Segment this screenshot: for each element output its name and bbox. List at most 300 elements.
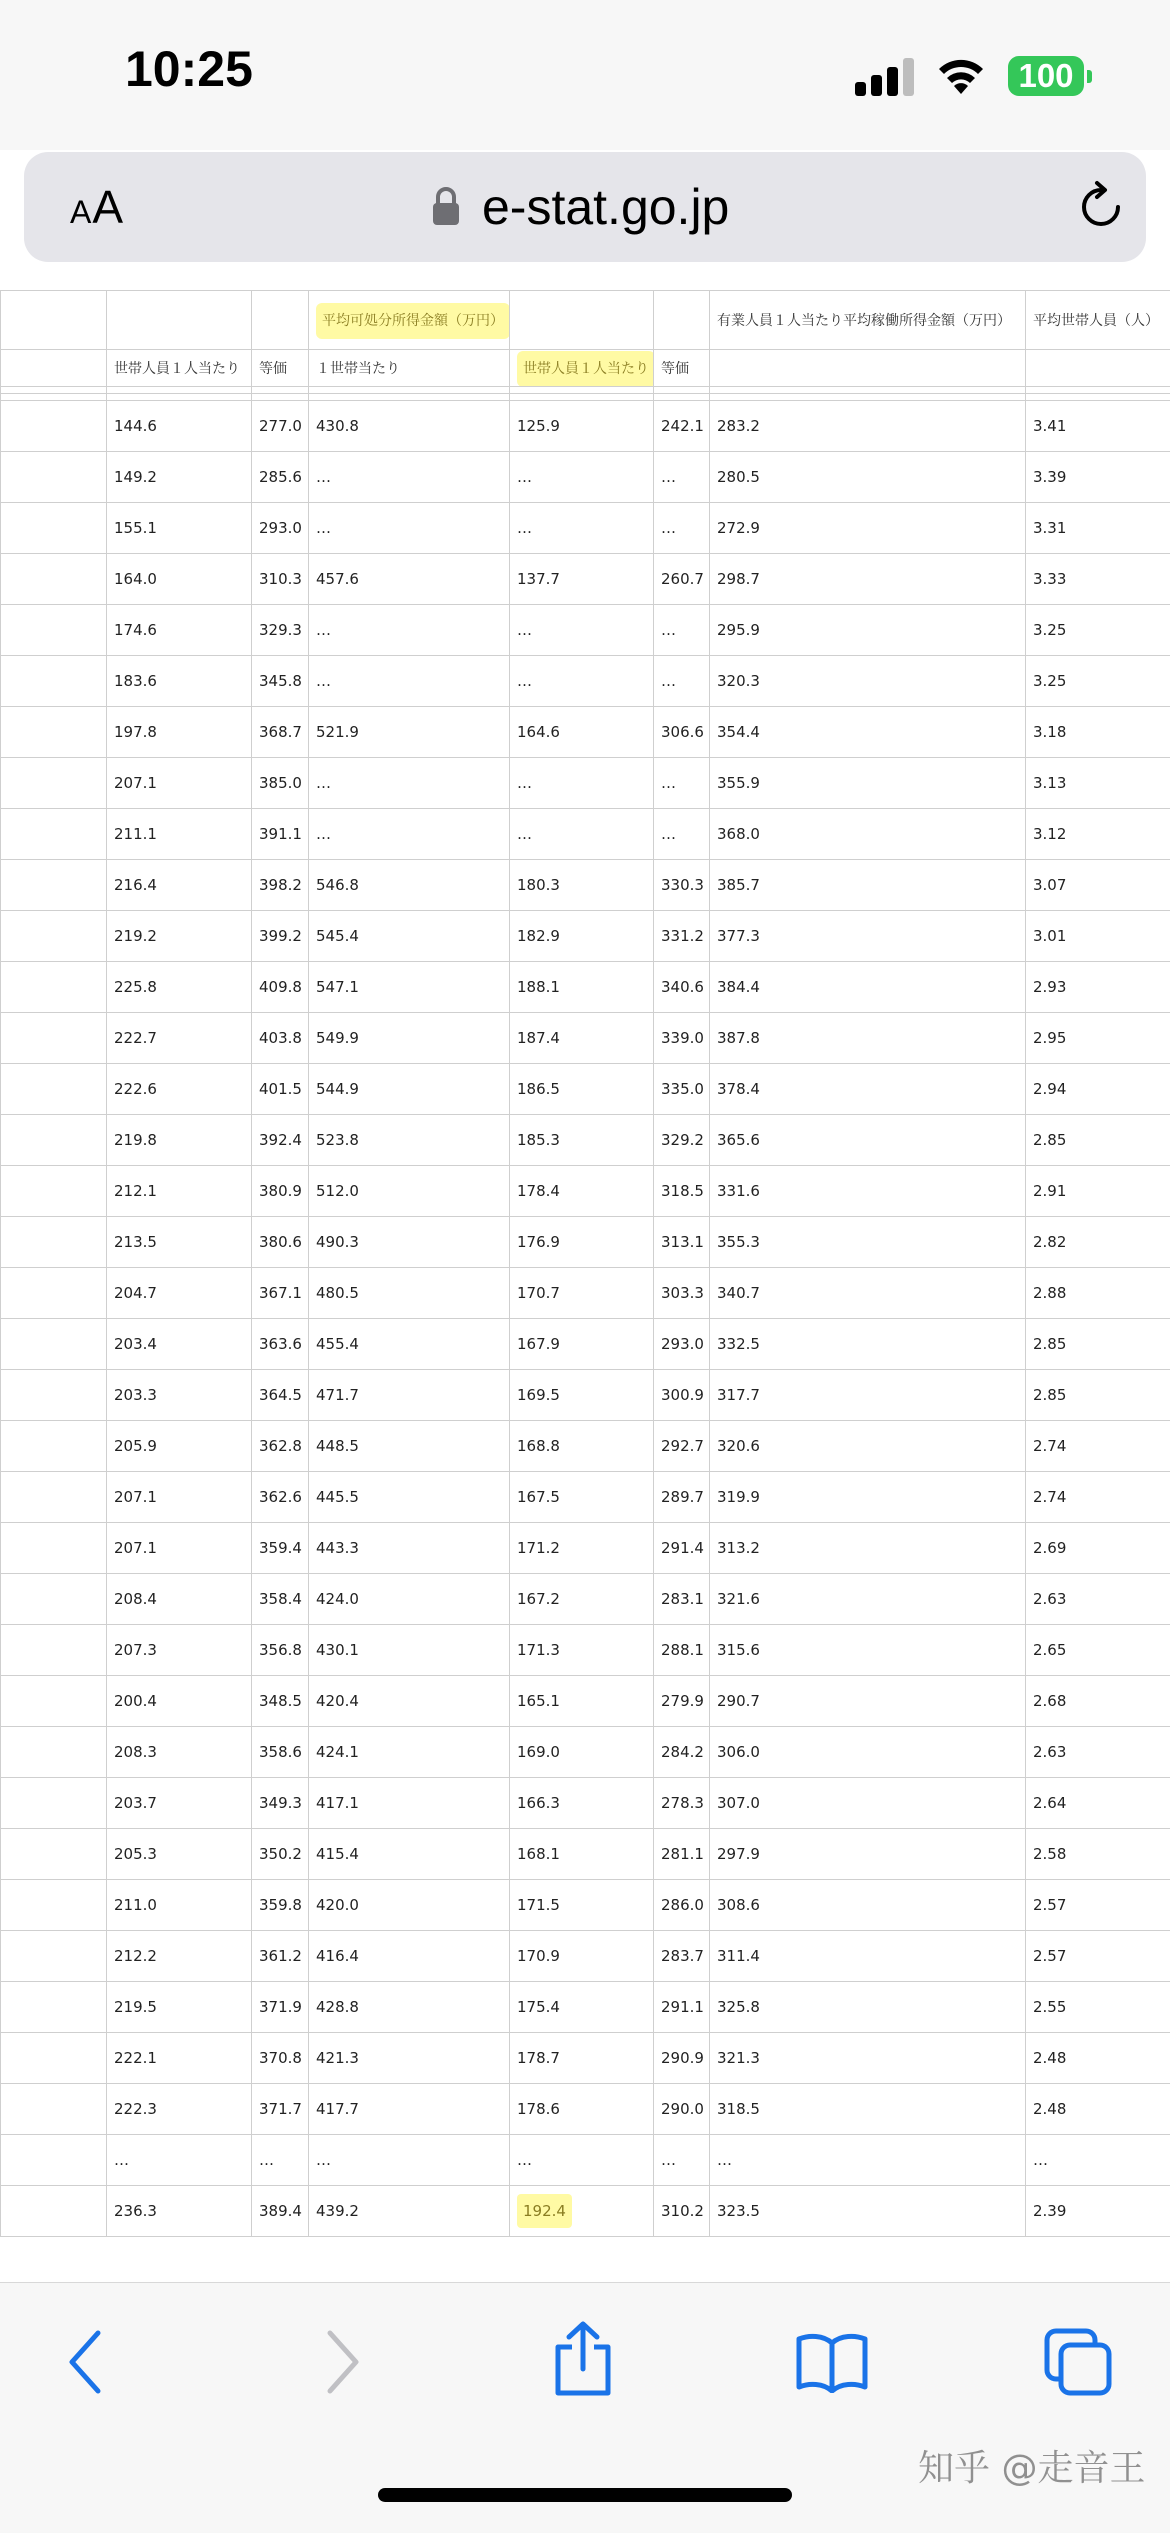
cell-value: 3.18 xyxy=(1033,723,1066,741)
table-row xyxy=(1,2033,1170,2084)
cell-value: 368.7 xyxy=(259,723,302,741)
cell-value: 205.3 xyxy=(114,1845,157,1863)
header-cell xyxy=(510,291,654,350)
table-row xyxy=(1,1829,1170,1880)
header-cell xyxy=(710,291,1026,350)
cell-value: 3.07 xyxy=(1033,876,1066,894)
cell-value: 430.8 xyxy=(316,417,359,435)
cell-value: 164.0 xyxy=(114,570,157,588)
table-cell xyxy=(1026,860,1170,911)
cell-value: 544.9 xyxy=(316,1080,359,1098)
cell-value: … xyxy=(661,774,676,792)
cell-value: 2.63 xyxy=(1033,1590,1066,1608)
cell-value: 2.48 xyxy=(1033,2049,1066,2067)
table-cell xyxy=(252,1676,309,1727)
table-row xyxy=(1,452,1170,503)
table-cell xyxy=(309,1268,510,1319)
cell-value: 155.1 xyxy=(114,519,157,537)
cell-value: 445.5 xyxy=(316,1488,359,1506)
cell-value: 144.6 xyxy=(114,417,157,435)
table-cell xyxy=(252,2033,309,2084)
table-cell xyxy=(309,707,510,758)
table-cell xyxy=(1,962,107,1013)
cell-value: 213.5 xyxy=(114,1233,157,1251)
cell-value: 315.6 xyxy=(717,1641,760,1659)
table-cell xyxy=(107,1064,252,1115)
cell-value: 3.39 xyxy=(1033,468,1066,486)
cell-value: 167.9 xyxy=(517,1335,560,1353)
cell-value: 207.1 xyxy=(114,1488,157,1506)
cell-value: 401.5 xyxy=(259,1080,302,1098)
income-table xyxy=(0,290,1170,2237)
cell-value: 222.6 xyxy=(114,1080,157,1098)
table-cell xyxy=(252,809,309,860)
cell-value: 321.6 xyxy=(717,1590,760,1608)
table-cell xyxy=(1,1829,107,1880)
back-icon[interactable] xyxy=(66,2327,106,2397)
cell-value: 3.25 xyxy=(1033,621,1066,639)
cell-value: 387.8 xyxy=(717,1029,760,1047)
table-cell xyxy=(1,2033,107,2084)
table-cell xyxy=(710,1829,1026,1880)
table-cell xyxy=(1,401,107,452)
table-cell xyxy=(252,758,309,809)
table-cell xyxy=(252,707,309,758)
cell-value: 362.6 xyxy=(259,1488,302,1506)
table-cell xyxy=(252,1064,309,1115)
cell-value: 385.0 xyxy=(259,774,302,792)
table-cell xyxy=(1026,1013,1170,1064)
cell-value: 203.7 xyxy=(114,1794,157,1812)
table-cell xyxy=(510,1523,654,1574)
table-cell xyxy=(309,1115,510,1166)
table-row xyxy=(1,1982,1170,2033)
table-cell xyxy=(654,707,710,758)
table-cell xyxy=(107,1574,252,1625)
table-cell xyxy=(710,1982,1026,2033)
cell-value: 355.9 xyxy=(717,774,760,792)
table-cell xyxy=(1026,401,1170,452)
table-cell xyxy=(710,503,1026,554)
cell-value: 283.7 xyxy=(661,1947,704,1965)
table-cell xyxy=(252,1115,309,1166)
table-cell xyxy=(710,1880,1026,1931)
table-cell xyxy=(710,554,1026,605)
cell-value: 359.4 xyxy=(259,1539,302,1557)
cell-value: … xyxy=(661,519,676,537)
table-cell xyxy=(309,1472,510,1523)
table-cell xyxy=(1,1268,107,1319)
cell-value: 317.7 xyxy=(717,1386,760,1404)
cell-value: 2.69 xyxy=(1033,1539,1066,1557)
table-cell xyxy=(710,2084,1026,2135)
table-cell xyxy=(710,1064,1026,1115)
table-cell xyxy=(510,758,654,809)
cell-value: 290.9 xyxy=(661,2049,704,2067)
table-cell xyxy=(1026,1370,1170,1421)
cell-value: 2.74 xyxy=(1033,1488,1066,1506)
cell-value: 340.7 xyxy=(717,1284,760,1302)
cell-value: 424.0 xyxy=(316,1590,359,1608)
table-cell xyxy=(309,1013,510,1064)
cell-value: 300.9 xyxy=(661,1386,704,1404)
table-cell xyxy=(710,1625,1026,1676)
table-cell xyxy=(309,452,510,503)
table-cell xyxy=(252,1523,309,1574)
table-cell xyxy=(252,1217,309,1268)
cell-value: … xyxy=(517,2151,532,2169)
cell-value: 417.1 xyxy=(316,1794,359,1812)
table-row xyxy=(1,401,1170,452)
table-cell xyxy=(107,401,252,452)
cell-value: 329.2 xyxy=(661,1131,704,1149)
table-cell xyxy=(510,401,654,452)
subheader-cell xyxy=(252,350,309,387)
table-cell xyxy=(654,1217,710,1268)
reader-settings-button[interactable]: AA xyxy=(70,180,124,234)
table-cell xyxy=(1026,2084,1170,2135)
address-bar[interactable] xyxy=(24,152,1146,262)
table-cell xyxy=(654,554,710,605)
cell-value: 225.8 xyxy=(114,978,157,996)
cell-value: 170.7 xyxy=(517,1284,560,1302)
cell-value: 428.8 xyxy=(316,1998,359,2016)
cell-value: 203.3 xyxy=(114,1386,157,1404)
table-cell xyxy=(1026,707,1170,758)
cell-value: 164.6 xyxy=(517,723,560,741)
cell-value: 171.5 xyxy=(517,1896,560,1914)
table-cell xyxy=(252,1421,309,1472)
cell-value: … xyxy=(517,825,532,843)
table-cell xyxy=(1026,1625,1170,1676)
cell-value: 279.9 xyxy=(661,1692,704,1710)
subheader-cell xyxy=(107,350,252,387)
table-cell xyxy=(654,1064,710,1115)
table-cell xyxy=(107,1829,252,1880)
table-cell xyxy=(107,1727,252,1778)
cell-value: 178.6 xyxy=(517,2100,560,2118)
table-cell xyxy=(309,1931,510,1982)
cell-value: 363.6 xyxy=(259,1335,302,1353)
table-cell xyxy=(107,2186,252,2237)
table-cell xyxy=(1,1370,107,1421)
table-row xyxy=(1,1217,1170,1268)
cell-value: 313.1 xyxy=(661,1233,704,1251)
cell-value: 280.5 xyxy=(717,468,760,486)
table-cell xyxy=(710,1268,1026,1319)
cell-value: 545.4 xyxy=(316,927,359,945)
cell-value: 355.3 xyxy=(717,1233,760,1251)
cell-value: 370.8 xyxy=(259,2049,302,2067)
table-cell xyxy=(1026,1727,1170,1778)
table-cell xyxy=(1026,1931,1170,1982)
table-cell xyxy=(1,911,107,962)
table-cell xyxy=(107,1625,252,1676)
cell-value: 192.4 xyxy=(517,2194,572,2228)
header-cell xyxy=(107,291,252,350)
table-row xyxy=(1,2084,1170,2135)
cell-value: 359.8 xyxy=(259,1896,302,1914)
cell-value: 3.33 xyxy=(1033,570,1066,588)
header-cell xyxy=(654,291,710,350)
table-cell xyxy=(654,656,710,707)
table-cell xyxy=(510,707,654,758)
table-cell xyxy=(1,554,107,605)
table-cell xyxy=(710,1421,1026,1472)
cell-value: … xyxy=(316,519,331,537)
battery-indicator: 100 xyxy=(1008,56,1084,96)
cell-value: … xyxy=(316,621,331,639)
cell-value: 170.9 xyxy=(517,1947,560,1965)
cell-value: 186.5 xyxy=(517,1080,560,1098)
subheader-label: 等価 xyxy=(259,361,287,377)
cell-value: 293.0 xyxy=(661,1335,704,1353)
table-cell xyxy=(107,860,252,911)
cell-value: 171.2 xyxy=(517,1539,560,1557)
cell-value: 319.9 xyxy=(717,1488,760,1506)
table-cell xyxy=(107,1880,252,1931)
cell-value: … xyxy=(316,468,331,486)
table-cell xyxy=(252,554,309,605)
table-cell xyxy=(510,911,654,962)
cell-value: 175.4 xyxy=(517,1998,560,2016)
table-cell xyxy=(107,1370,252,1421)
cell-value: 415.4 xyxy=(316,1845,359,1863)
table-cell xyxy=(510,2135,654,2186)
cell-value: 2.65 xyxy=(1033,1641,1066,1659)
table-cell xyxy=(1,1931,107,1982)
table-cell xyxy=(309,758,510,809)
data-table-viewport[interactable] xyxy=(0,290,1170,2290)
table-cell xyxy=(1,1676,107,1727)
cell-value: 308.6 xyxy=(717,1896,760,1914)
table-cell xyxy=(1,452,107,503)
table-cell xyxy=(510,1013,654,1064)
table-cell xyxy=(710,1370,1026,1421)
table-cell xyxy=(252,1319,309,1370)
table-cell xyxy=(654,2084,710,2135)
table-cell xyxy=(654,962,710,1013)
table-cell xyxy=(710,1727,1026,1778)
cell-value: 2.82 xyxy=(1033,1233,1066,1251)
table-cell xyxy=(1,1880,107,1931)
cell-value: 350.2 xyxy=(259,1845,302,1863)
cell-value: 125.9 xyxy=(517,417,560,435)
cell-value: 361.2 xyxy=(259,1947,302,1965)
cell-value: … xyxy=(1033,2151,1048,2169)
cell-value: … xyxy=(661,621,676,639)
table-cell xyxy=(252,1370,309,1421)
cell-value: 290.7 xyxy=(717,1692,760,1710)
table-cell xyxy=(1,860,107,911)
table-row xyxy=(1,503,1170,554)
cell-value: 207.1 xyxy=(114,1539,157,1557)
cell-value: 2.68 xyxy=(1033,1692,1066,1710)
table-cell xyxy=(1,503,107,554)
cell-value: 212.1 xyxy=(114,1182,157,1200)
cell-value: 197.8 xyxy=(114,723,157,741)
cell-value: 205.9 xyxy=(114,1437,157,1455)
table-cell xyxy=(510,1166,654,1217)
cell-value: 523.8 xyxy=(316,1131,359,1149)
cell-value: 310.3 xyxy=(259,570,302,588)
table-cell xyxy=(710,1676,1026,1727)
cell-value: 318.5 xyxy=(661,1182,704,1200)
table-cell xyxy=(1026,2135,1170,2186)
cell-value: 521.9 xyxy=(316,723,359,741)
cell-value: 380.9 xyxy=(259,1182,302,1200)
table-cell xyxy=(252,2186,309,2237)
table-cell xyxy=(1,1421,107,1472)
cell-value: 208.4 xyxy=(114,1590,157,1608)
cell-value: 203.4 xyxy=(114,1335,157,1353)
table-cell xyxy=(710,1472,1026,1523)
cell-value: … xyxy=(661,672,676,690)
cell-value: 368.0 xyxy=(717,825,760,843)
table-cell xyxy=(510,962,654,1013)
cell-value: … xyxy=(661,825,676,843)
table-cell xyxy=(710,707,1026,758)
cell-value: 490.3 xyxy=(316,1233,359,1251)
table-cell xyxy=(654,605,710,656)
cell-value: 421.3 xyxy=(316,2049,359,2067)
cell-value: 325.8 xyxy=(717,1998,760,2016)
table-cell xyxy=(309,1778,510,1829)
table-cell xyxy=(654,860,710,911)
cell-value: … xyxy=(517,519,532,537)
wifi-icon xyxy=(935,54,987,96)
table-cell xyxy=(654,2033,710,2084)
table-cell xyxy=(309,2084,510,2135)
table-cell xyxy=(252,1982,309,2033)
table-cell xyxy=(1026,554,1170,605)
header-cell xyxy=(1026,291,1170,350)
table-cell xyxy=(309,2186,510,2237)
table-cell xyxy=(654,1982,710,2033)
forward-icon[interactable] xyxy=(322,2327,362,2397)
table-cell xyxy=(1026,1166,1170,1217)
table-cell xyxy=(654,2135,710,2186)
cell-value: 298.7 xyxy=(717,570,760,588)
cell-value: … xyxy=(517,468,532,486)
table-row xyxy=(1,1268,1170,1319)
header-label: 平均世帯人員（人） xyxy=(1033,313,1159,329)
cell-value: 236.3 xyxy=(114,2202,157,2220)
table-cell xyxy=(1,1574,107,1625)
cell-value: 169.0 xyxy=(517,1743,560,1761)
cell-value: 356.8 xyxy=(259,1641,302,1659)
cell-value: 546.8 xyxy=(316,876,359,894)
table-cell xyxy=(1,1625,107,1676)
cell-value: 331.2 xyxy=(661,927,704,945)
table-cell xyxy=(654,1268,710,1319)
table-cell xyxy=(654,1013,710,1064)
table-cell xyxy=(1026,1472,1170,1523)
table-row xyxy=(1,1880,1170,1931)
cell-value: 278.3 xyxy=(661,1794,704,1812)
cell-value: 403.8 xyxy=(259,1029,302,1047)
table-row xyxy=(1,1472,1170,1523)
table-cell xyxy=(1,809,107,860)
table-cell xyxy=(710,605,1026,656)
cell-value: … xyxy=(717,2151,732,2169)
table-cell xyxy=(710,1523,1026,1574)
table-cell xyxy=(710,1778,1026,1829)
table-cell xyxy=(1026,1268,1170,1319)
bookmarks-icon[interactable] xyxy=(795,2331,869,2393)
share-icon[interactable] xyxy=(552,2321,614,2397)
table-cell xyxy=(654,911,710,962)
table-cell xyxy=(107,1472,252,1523)
table-cell xyxy=(309,1625,510,1676)
table-cell xyxy=(710,1931,1026,1982)
cell-value: … xyxy=(259,2151,274,2169)
table-cell xyxy=(1026,1574,1170,1625)
table-cell xyxy=(252,1727,309,1778)
table-cell xyxy=(1026,1421,1170,1472)
table-cell xyxy=(107,707,252,758)
tabs-icon[interactable] xyxy=(1043,2327,1113,2397)
cell-value: 2.91 xyxy=(1033,1182,1066,1200)
cell-value: 2.74 xyxy=(1033,1437,1066,1455)
cell-value: … xyxy=(316,672,331,690)
cell-value: 290.0 xyxy=(661,2100,704,2118)
table-cell xyxy=(252,1880,309,1931)
table-cell xyxy=(107,452,252,503)
table-cell xyxy=(309,1982,510,2033)
cell-value: 3.25 xyxy=(1033,672,1066,690)
table-row xyxy=(1,962,1170,1013)
cell-value: 335.0 xyxy=(661,1080,704,1098)
reload-icon[interactable] xyxy=(1074,180,1128,234)
cell-value: … xyxy=(517,621,532,639)
table-cell xyxy=(1,1778,107,1829)
subheader-cell xyxy=(1,350,107,387)
cell-value: 208.3 xyxy=(114,1743,157,1761)
table-cell xyxy=(710,2135,1026,2186)
table-cell xyxy=(1026,2033,1170,2084)
cell-value: 306.0 xyxy=(717,1743,760,1761)
table-cell xyxy=(654,1421,710,1472)
cell-value: 420.0 xyxy=(316,1896,359,1914)
table-cell xyxy=(107,2084,252,2135)
table-cell xyxy=(1026,1778,1170,1829)
cell-value: 2.63 xyxy=(1033,1743,1066,1761)
cell-value: 2.64 xyxy=(1033,1794,1066,1812)
table-cell xyxy=(654,1166,710,1217)
table-cell xyxy=(710,911,1026,962)
cell-value: 178.4 xyxy=(517,1182,560,1200)
table-cell xyxy=(252,1778,309,1829)
cell-value: 284.2 xyxy=(661,1743,704,1761)
subheader-label: １世帯当たり xyxy=(316,361,400,377)
cell-value: 329.3 xyxy=(259,621,302,639)
table-cell xyxy=(510,2186,654,2237)
table-cell xyxy=(1026,1319,1170,1370)
cell-value: 384.4 xyxy=(717,978,760,996)
url-text[interactable]: e-stat.go.jp xyxy=(482,178,729,236)
table-cell xyxy=(309,1574,510,1625)
cell-value: 281.1 xyxy=(661,1845,704,1863)
cell-value: 2.88 xyxy=(1033,1284,1066,1302)
cell-value: 200.4 xyxy=(114,1692,157,1710)
table-cell xyxy=(107,1268,252,1319)
cell-value: 219.5 xyxy=(114,1998,157,2016)
table-cell xyxy=(107,809,252,860)
table-cell xyxy=(107,962,252,1013)
table-row xyxy=(1,1931,1170,1982)
subheader-label: 世帯人員１人当たり xyxy=(517,351,654,387)
